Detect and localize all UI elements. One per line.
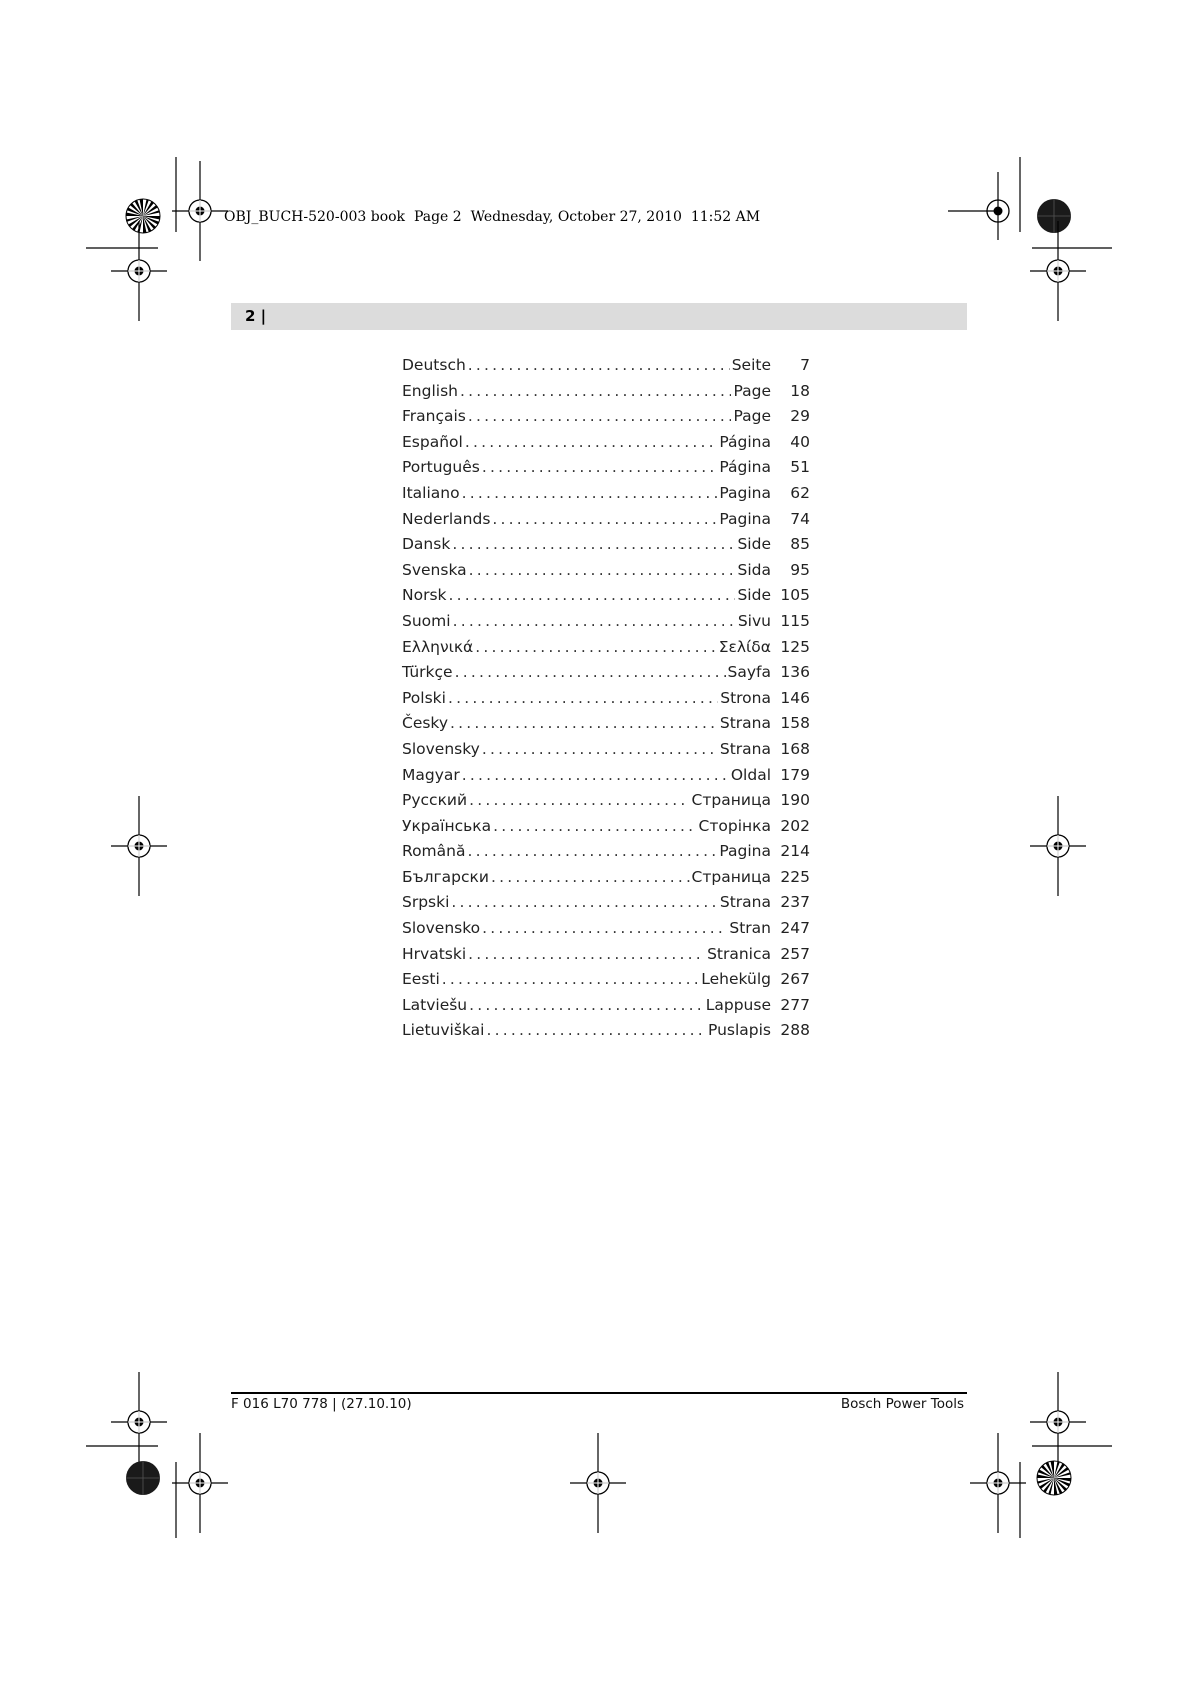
registration-mark-right-upper (1030, 221, 1086, 321)
page-number: 2 | (245, 307, 267, 325)
toc-dot-leader (452, 535, 735, 553)
toc-language: Hrvatski (402, 944, 467, 963)
toc-page-label: Seite (731, 356, 771, 374)
toc-language: Polski (402, 688, 446, 707)
toc-page-label: Σελίδα (718, 637, 771, 656)
toc-entry (402, 714, 810, 740)
toc-language: Latviešu (402, 995, 468, 1014)
toc-page-number: 267 (780, 970, 810, 989)
table-of-contents (402, 356, 810, 1047)
toc-page-label: Side (737, 535, 771, 554)
toc-page-number: 136 (780, 663, 810, 682)
toc-language: Dansk (402, 535, 451, 554)
toc-language: Nederlands (402, 509, 491, 528)
toc-page-number: 18 (790, 381, 810, 400)
toc-dot-leader (465, 433, 718, 451)
toc-entry (402, 638, 810, 664)
toc-dot-leader (492, 510, 717, 528)
toc-entry (402, 663, 810, 689)
toc-page-label: Страница (691, 867, 771, 886)
toc-language: Ελληνικά (402, 637, 474, 656)
toc-dot-leader (468, 356, 730, 374)
footer-brand: Bosch Power Tools (840, 1396, 964, 1412)
toc-dot-leader (469, 561, 736, 579)
toc-dot-leader (453, 612, 736, 630)
toc-page-label: Stran (729, 919, 771, 938)
toc-entry (402, 740, 810, 766)
toc-entry (402, 1021, 810, 1047)
toc-language: Lietuviškai (402, 1021, 485, 1040)
toc-dot-leader (482, 458, 718, 476)
print-slug-line: OBJ_BUCH-520-003 book Page 2 Wednesday, October 27, 2010 11:52 AM (224, 209, 761, 225)
toc-page-label: Lappuse (705, 995, 771, 1014)
toc-dot-leader (462, 484, 718, 502)
toc-page-number: 257 (780, 944, 810, 963)
toc-language: Español (402, 432, 463, 451)
toc-page-label: Pagina (719, 842, 771, 861)
toc-dot-leader (450, 714, 718, 732)
toc-language: Français (402, 407, 466, 426)
registration-mark-right-lower (1030, 1372, 1086, 1472)
toc-language: Norsk (402, 586, 447, 605)
toc-dot-leader (482, 740, 718, 758)
toc-language: Українська (402, 816, 492, 835)
toc-language: Svenska (402, 560, 467, 579)
toc-entry (402, 791, 810, 817)
toc-dot-leader (442, 970, 699, 988)
toc-page-number: 74 (790, 509, 810, 528)
toc-entry (402, 510, 810, 536)
registration-mark-top-left-inner (172, 161, 228, 261)
registration-mark-bottom-center (570, 1433, 626, 1533)
toc-language: Română (402, 842, 466, 861)
toc-page-label: Lehekülg (701, 970, 771, 989)
toc-page-number: 168 (780, 739, 810, 758)
toc-page-number: 179 (780, 765, 810, 784)
dark-disc-mark-bottom-left (126, 1461, 160, 1495)
toc-page-label: Pagina (719, 483, 771, 502)
toc-page-number: 146 (780, 688, 810, 707)
toc-dot-leader (449, 586, 736, 604)
toc-page-number: 158 (780, 714, 810, 733)
registration-mark-bottom-left-inner (172, 1433, 228, 1533)
toc-page-number: 105 (780, 586, 810, 605)
toc-entry (402, 458, 810, 484)
toc-page-number: 288 (780, 1021, 810, 1040)
toc-page-number: 225 (780, 867, 810, 886)
toc-page-number: 115 (780, 611, 810, 630)
toc-page-label: Stranica (707, 944, 771, 963)
toc-language: Slovensky (402, 739, 480, 758)
toc-language: Italiano (402, 483, 460, 502)
toc-page-label: Side (737, 586, 771, 605)
toc-entry (402, 407, 810, 433)
toc-dot-leader (482, 919, 727, 937)
toc-language: Deutsch (402, 356, 466, 374)
toc-page-number: 62 (790, 483, 810, 502)
toc-page-label: Sayfa (727, 663, 771, 682)
toc-page-label: Página (719, 458, 771, 477)
starburst-mark-top-left (126, 199, 160, 233)
toc-page-label: Страница (691, 791, 771, 810)
toc-entry (402, 433, 810, 459)
toc-dot-leader (451, 893, 717, 911)
toc-dot-leader (467, 842, 717, 860)
toc-language: Slovensko (402, 919, 481, 938)
registration-mark-bottom-right-inner (970, 1433, 1026, 1533)
toc-language: Български (402, 867, 489, 886)
toc-page-label: Page (733, 407, 771, 426)
toc-dot-leader (462, 766, 729, 784)
toc-dot-leader (460, 382, 732, 400)
toc-page-number: 125 (780, 637, 810, 656)
toc-entry (402, 893, 810, 919)
starburst-mark-bottom-right (1037, 1461, 1071, 1495)
toc-dot-leader (455, 663, 726, 681)
toc-language: Русский (402, 791, 468, 810)
toc-dot-leader (493, 817, 696, 835)
toc-page-number: 214 (780, 842, 810, 861)
toc-dot-leader (468, 407, 732, 425)
footer-document-id: F 016 L70 778 | (27.10.10) (231, 1396, 412, 1412)
footer-rule (231, 1392, 967, 1394)
toc-page-number: 85 (790, 535, 810, 554)
toc-page-number: 202 (780, 816, 810, 835)
toc-page-number: 277 (780, 995, 810, 1014)
toc-language: Türkçe (402, 663, 453, 682)
toc-page-label: Oldal (730, 765, 771, 784)
toc-page-number: 51 (790, 458, 810, 477)
toc-entry (402, 842, 810, 868)
page-header-bar (231, 303, 967, 330)
toc-entry (402, 817, 810, 843)
dark-disc-mark-top-right (1037, 199, 1071, 233)
toc-entry (402, 689, 810, 715)
toc-page-number: 247 (780, 919, 810, 938)
toc-dot-leader (469, 791, 689, 809)
toc-dot-leader (486, 1021, 706, 1039)
toc-page-label: Sivu (737, 611, 771, 630)
registration-mark-left-upper (111, 221, 167, 321)
toc-language: English (402, 381, 458, 400)
registration-mark-right-middle (1030, 796, 1086, 896)
toc-page-label: Strana (719, 893, 771, 912)
toc-entry (402, 996, 810, 1022)
toc-dot-leader (475, 638, 716, 656)
registration-mark-left-lower (111, 1372, 167, 1472)
toc-dot-leader (469, 996, 704, 1014)
toc-entry (402, 919, 810, 945)
toc-entry (402, 970, 810, 996)
toc-entry (402, 945, 810, 971)
toc-page-label: Page (733, 381, 771, 400)
toc-entry (402, 561, 810, 587)
registration-mark-left-middle (111, 796, 167, 896)
toc-language: Suomi (402, 611, 451, 630)
toc-dot-leader (491, 868, 690, 886)
toc-language: Srpski (402, 893, 450, 912)
toc-entry (402, 868, 810, 894)
toc-entry (402, 484, 810, 510)
toc-entry (402, 612, 810, 638)
toc-page-label: Página (719, 432, 771, 451)
toc-page-number: 7 (800, 356, 810, 374)
toc-page-number: 95 (790, 560, 810, 579)
toc-page-label: Pagina (719, 509, 771, 528)
toc-page-number: 29 (790, 407, 810, 426)
toc-entry (402, 586, 810, 612)
toc-entry (402, 356, 810, 382)
toc-page-label: Сторінка (698, 816, 771, 835)
toc-entry (402, 382, 810, 408)
toc-page-label: Strana (719, 714, 771, 733)
toc-language: Česky (402, 714, 449, 733)
toc-page-label: Strana (719, 739, 771, 758)
toc-page-label: Puslapis (708, 1021, 771, 1040)
toc-entry (402, 535, 810, 561)
toc-language: Português (402, 458, 480, 477)
toc-dot-leader (448, 689, 718, 707)
toc-entry (402, 766, 810, 792)
toc-page-number: 40 (790, 432, 810, 451)
toc-language: Eesti (402, 970, 440, 989)
toc-page-label: Strona (720, 688, 771, 707)
toc-page-label: Sida (737, 560, 771, 579)
toc-language: Magyar (402, 765, 460, 784)
toc-page-number: 237 (780, 893, 810, 912)
toc-page-number: 190 (780, 791, 810, 810)
toc-dot-leader (468, 945, 705, 963)
